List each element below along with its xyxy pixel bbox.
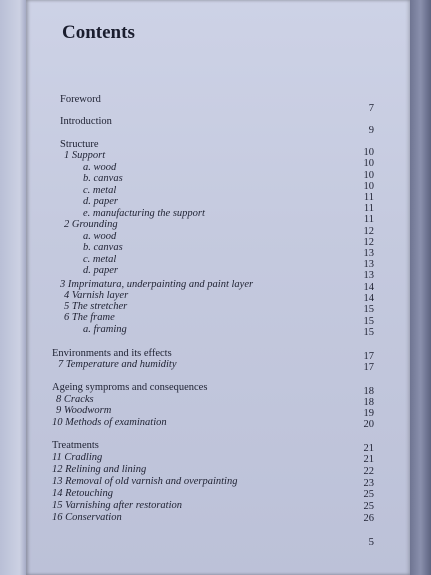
toc-entry-title: 13 Removal of old varnish and overpainting <box>52 476 238 487</box>
toc-entry-title: Foreword <box>60 94 101 105</box>
toc-entry-title: a. framing <box>83 324 127 335</box>
toc-entry-title: 5 The stretcher <box>64 301 128 312</box>
toc-entry-page: 11 <box>363 214 374 225</box>
toc-entry-title: 6 The frame <box>64 312 115 323</box>
toc-entry-page: 13 <box>363 248 374 259</box>
toc-entry-page: 11 <box>363 203 374 214</box>
toc-entry-page: 10 <box>363 170 374 181</box>
toc-entry-page: 10 <box>363 181 374 192</box>
toc-entry-title: d. paper <box>83 265 118 276</box>
toc-entry-page: 9 <box>368 125 374 136</box>
toc-entry-title: a. wood <box>83 162 117 173</box>
toc-entry-page: 18 <box>363 397 374 408</box>
toc-entry-title: Introduction <box>60 116 112 127</box>
toc-entry-title: 8 Cracks <box>56 394 94 405</box>
page-title: Contents <box>62 22 135 43</box>
toc-entry-title: e. manufacturing the support <box>83 208 205 219</box>
toc-entry-page: 15 <box>363 327 374 338</box>
toc-entry-page: 22 <box>363 466 374 477</box>
toc-entry-page: 21 <box>363 454 374 465</box>
toc-entry-title: 12 Relining and lining <box>52 464 147 475</box>
toc-entry-page: 13 <box>363 259 374 270</box>
toc-entry-page: 25 <box>363 489 374 500</box>
toc-entry-page: 20 <box>363 419 374 430</box>
toc-entry-page: 21 <box>363 443 374 454</box>
toc-entry-title: 11 Cradling <box>52 452 103 463</box>
toc-entry-title: 7 Temperature and humidity <box>58 359 177 370</box>
toc-entry-page: 13 <box>363 270 374 281</box>
toc-entry-page: 12 <box>363 226 374 237</box>
toc-entry-page: 17 <box>363 351 374 362</box>
toc-entry-title: a. wood <box>83 231 117 242</box>
toc-entry-title: d. paper <box>83 196 118 207</box>
toc-entry-title: Ageing symproms and consequences <box>52 382 208 393</box>
toc-entry-page: 19 <box>363 408 374 419</box>
toc-entry-title: 9 Woodworm <box>56 405 112 416</box>
toc-entry-page: 10 <box>363 147 374 158</box>
toc-entry-title: 3 Imprimatura, underpainting and paint layer <box>60 279 254 290</box>
page-number: 5 <box>368 536 374 548</box>
toc-entry-page: 14 <box>363 293 374 304</box>
toc-entry-page: 23 <box>363 478 374 489</box>
toc-entry-page: 18 <box>363 386 374 397</box>
toc-entry-page: 17 <box>363 362 374 373</box>
toc-entry-title: c. metal <box>83 254 117 265</box>
toc-entry-title: 14 Retouching <box>52 488 113 499</box>
toc-entry-page: 25 <box>363 501 374 512</box>
toc-entry-title: 15 Varnishing after restoration <box>52 500 182 511</box>
toc-entry-page: 14 <box>363 282 374 293</box>
toc-entry-title: b. canvas <box>83 242 123 253</box>
toc-entry-title: 4 Varnish layer <box>64 290 129 301</box>
toc-entry-page: 7 <box>368 103 374 114</box>
toc-entry-title: Treatments <box>52 440 99 451</box>
toc-entry-title: 10 Methods of examination <box>52 417 167 428</box>
toc-entry-page: 10 <box>363 158 374 169</box>
toc-entry-title: c. metal <box>83 185 117 196</box>
toc-entry-page: 26 <box>363 513 374 524</box>
toc-entry-title: b. canvas <box>83 173 123 184</box>
toc-entry-page: 11 <box>363 192 374 203</box>
toc-entry-title: Environments and its effects <box>52 348 172 359</box>
toc-entry-title: 16 Conservation <box>52 512 122 523</box>
toc-entry-title: 1 Support <box>64 150 106 161</box>
toc-entry-page: 12 <box>363 237 374 248</box>
toc-entry-page: 15 <box>363 316 374 327</box>
toc-entry-title: Structure <box>60 139 99 150</box>
toc-entry-title: 2 Grounding <box>64 219 118 230</box>
toc-entry-page: 15 <box>363 304 374 315</box>
